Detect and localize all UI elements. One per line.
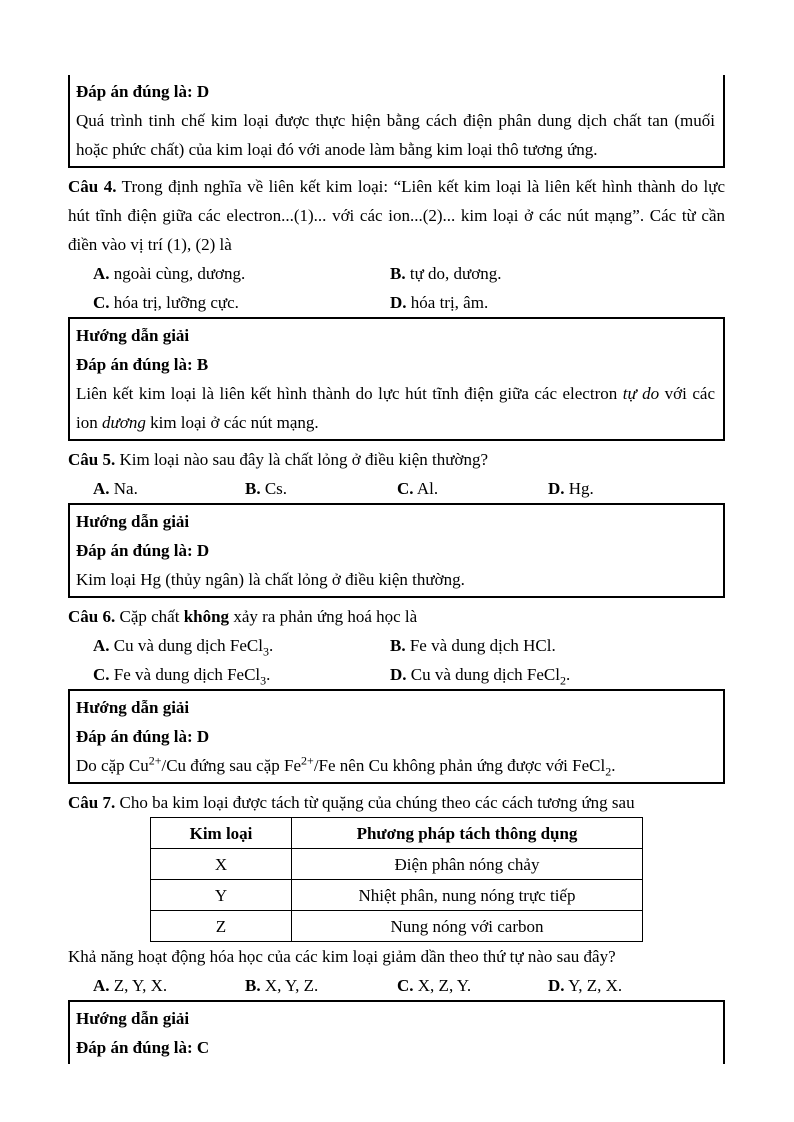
q7-option-b xyxy=(245,971,397,1000)
table-row xyxy=(151,911,643,942)
q5-text: Kim loại nào sau đây là chất lỏng ở điều kiện thường? xyxy=(115,450,489,469)
q4-option-c xyxy=(93,288,390,317)
solution-heading: Hướng dẫn giải xyxy=(76,1009,190,1028)
option-text: Fe và dung dịch HCl. xyxy=(405,636,556,655)
q6-number: Câu 6. xyxy=(68,607,116,626)
option-letter: A. xyxy=(93,976,110,995)
answer-line: Đáp án đúng là: D xyxy=(76,541,210,560)
table-cell-method: Nhiệt phân, nung nóng trực tiếp xyxy=(292,880,643,911)
answer-line: Đáp án đúng là: C xyxy=(76,1038,210,1057)
option-letter: A. xyxy=(93,479,110,498)
q7-option-a xyxy=(93,971,245,1000)
text-segment: . xyxy=(611,756,616,775)
q7-metals-table xyxy=(150,817,643,942)
solution-box-q5 xyxy=(68,503,725,598)
subscript: 2 xyxy=(560,673,566,688)
option-letter: C. xyxy=(397,976,414,995)
q4-option-d xyxy=(390,288,725,317)
q4-option-b xyxy=(390,259,725,288)
solution-text xyxy=(76,379,715,437)
option-text: Na. xyxy=(109,479,138,498)
option-letter: C. xyxy=(397,479,414,498)
option-text: Cu và dung dịch FeCl xyxy=(406,665,560,684)
option-letter: B. xyxy=(245,479,261,498)
option-text: hóa trị, lưỡng cực. xyxy=(109,293,239,312)
text-segment: /Fe nên Cu không phản ứng được với FeCl xyxy=(313,756,606,775)
option-letter: D. xyxy=(390,293,407,312)
solution-text xyxy=(76,751,715,780)
answer-line: Đáp án đúng là: D xyxy=(76,727,210,746)
q5-option-b xyxy=(245,474,397,503)
text-segment: Do cặp Cu xyxy=(76,756,149,775)
q7-question xyxy=(68,788,725,817)
q6-options xyxy=(68,631,725,689)
option-text: . xyxy=(266,665,271,684)
option-letter: B. xyxy=(390,636,406,655)
option-text: X, Z, Y. xyxy=(413,976,472,995)
q5-number: Câu 5. xyxy=(68,450,116,469)
q4-text: Trong định nghĩa về liên kết kim loại: “Liên kết kim loại là liên kết hình thành do lực hút tĩnh điện giữa các electron...(1)... với các ion...(2)... kim loại ở các nút mạng”. Các từ cần điền vào vị trí (1), (2) là xyxy=(68,177,725,254)
q7-option-c xyxy=(397,971,548,1000)
q4-question xyxy=(68,172,725,259)
option-letter: D. xyxy=(548,479,565,498)
text-segment: kim loại ở các nút mạng. xyxy=(145,413,319,432)
q5-option-a xyxy=(93,474,245,503)
solution-heading: Hướng dẫn giải xyxy=(76,698,190,717)
q5-option-d xyxy=(548,474,725,503)
solution-heading: Hướng dẫn giải xyxy=(76,512,190,531)
text-segment: Liên kết kim loại là liên kết hình thành do lực hút tĩnh điện giữa các electron xyxy=(76,384,623,403)
q4-option-a xyxy=(93,259,390,288)
option-text: tự do, dương. xyxy=(405,264,502,283)
option-text: hóa trị, âm. xyxy=(406,293,489,312)
q7-number: Câu 7. xyxy=(68,793,116,812)
option-text: Cu và dung dịch FeCl xyxy=(109,636,263,655)
solution-box-top xyxy=(68,75,725,168)
option-text: Hg. xyxy=(564,479,594,498)
q6-option-b xyxy=(390,631,725,660)
q5-question xyxy=(68,445,725,474)
solution-box-q4 xyxy=(68,317,725,441)
table-cell-method: Nung nóng với carbon xyxy=(292,911,643,942)
superscript: 2+ xyxy=(148,753,162,768)
italic-term: dương xyxy=(101,413,146,432)
option-text: . xyxy=(566,665,571,684)
option-text: ngoài cùng, dương. xyxy=(109,264,246,283)
subscript: 3 xyxy=(263,644,269,659)
q6-option-d xyxy=(390,660,725,689)
option-letter: B. xyxy=(390,264,406,283)
option-text: Al. xyxy=(413,479,439,498)
subscript: 2 xyxy=(605,764,612,779)
option-letter: C. xyxy=(93,293,110,312)
q6-question xyxy=(68,602,725,631)
q7-text: Cho ba kim loại được tách từ quặng của chúng theo các cách tương ứng sau xyxy=(115,793,635,812)
bold-term: không xyxy=(183,607,230,626)
subscript: 3 xyxy=(260,673,267,688)
q6-option-c xyxy=(93,660,390,689)
option-text: Cs. xyxy=(260,479,288,498)
option-letter: A. xyxy=(93,636,110,655)
option-text: Y, Z, X. xyxy=(564,976,623,995)
solution-text: Quá trình tinh chế kim loại được thực hiện bằng cách điện phân dung dịch chất tan (muối hoặc phức chất) của kim loại đó với anode làm bằng kim loại thô tương ứng. xyxy=(76,111,715,159)
q4-number: Câu 4. xyxy=(68,177,117,196)
q6-option-a xyxy=(93,631,390,660)
answer-line: Đáp án đúng là: B xyxy=(76,355,209,374)
option-letter: D. xyxy=(390,665,407,684)
solution-box-q7 xyxy=(68,1000,725,1064)
text-segment: /Cu đứng sau cặp Fe xyxy=(161,756,302,775)
q4-options xyxy=(68,259,725,317)
text-segment: với các ion xyxy=(76,384,715,432)
table-cell-metal: Y xyxy=(151,880,292,911)
solution-box-q6 xyxy=(68,689,725,784)
option-text: Z, Y, X. xyxy=(109,976,168,995)
q7-option-d xyxy=(548,971,725,1000)
table-header-row xyxy=(151,818,643,849)
answer-line: Đáp án đúng là: D xyxy=(76,82,210,101)
table-cell-method: Điện phân nóng chảy xyxy=(292,849,643,880)
table-header-method: Phương pháp tách thông dụng xyxy=(292,818,643,849)
option-letter: D. xyxy=(548,976,565,995)
q7-question-continuation: Khả năng hoạt động hóa học của các kim loại giảm dần theo thứ tự nào sau đây? xyxy=(68,947,616,966)
table-header-metal: Kim loại xyxy=(151,818,292,849)
option-text: Fe và dung dịch FeCl xyxy=(109,665,261,684)
table-cell-metal: Z xyxy=(151,911,292,942)
option-letter: B. xyxy=(245,976,261,995)
italic-term: tự do xyxy=(622,384,660,403)
table-row xyxy=(151,849,643,880)
q7-options xyxy=(68,971,725,1000)
q5-option-c xyxy=(397,474,548,503)
q5-options xyxy=(68,474,725,503)
table-cell-metal: X xyxy=(151,849,292,880)
text-segment: Cặp chất xyxy=(115,607,184,626)
option-letter: C. xyxy=(93,665,110,684)
option-text: X, Y, Z. xyxy=(260,976,319,995)
option-text: . xyxy=(269,636,274,655)
solution-heading: Hướng dẫn giải xyxy=(76,326,190,345)
option-letter: A. xyxy=(93,264,110,283)
solution-text: Kim loại Hg (thủy ngân) là chất lỏng ở điều kiện thường. xyxy=(76,570,465,589)
table-row xyxy=(151,880,643,911)
superscript: 2+ xyxy=(301,753,314,768)
text-segment: xảy ra phản ứng hoá học là xyxy=(229,607,418,626)
